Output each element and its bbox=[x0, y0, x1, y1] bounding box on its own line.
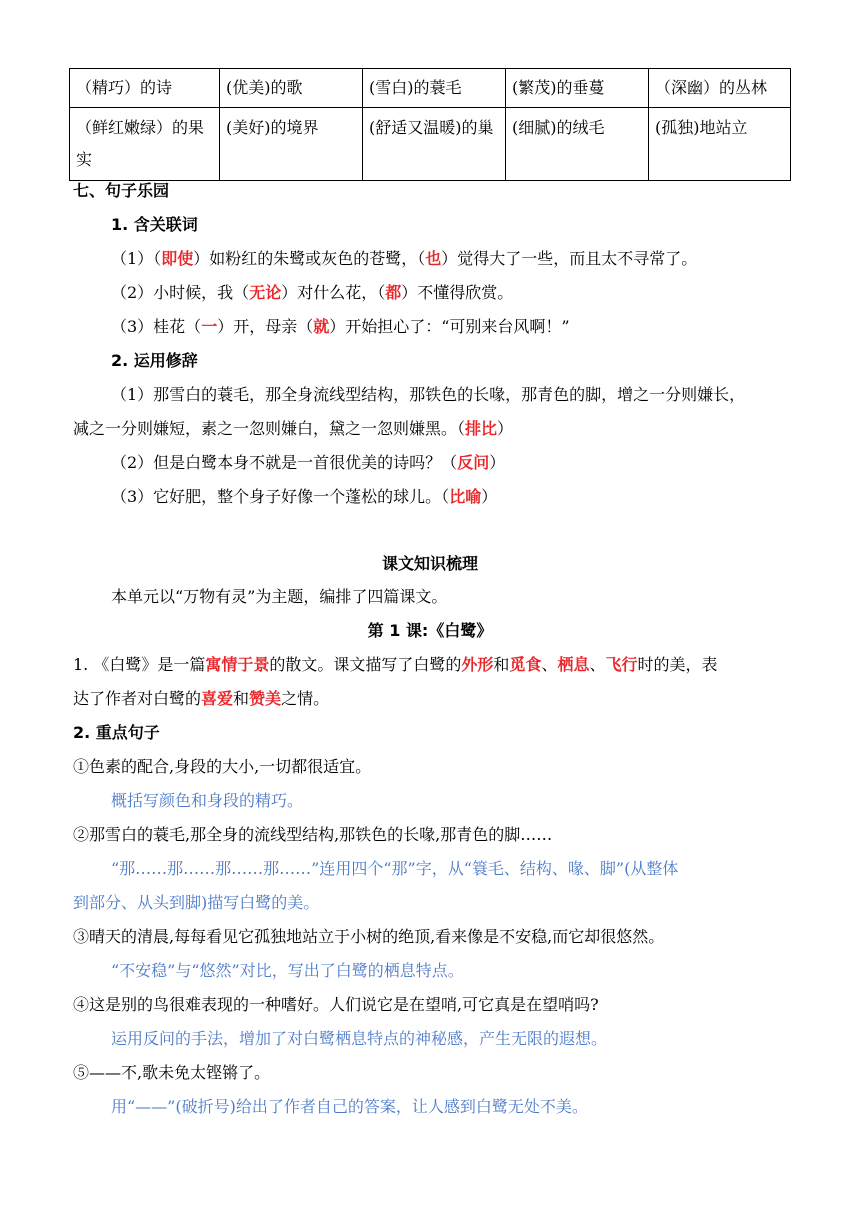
vocabulary-table bbox=[69, 68, 791, 181]
key-sentence: ②那雪白的蓑毛,那全身的流线型结构,那铁色的长喙,那青色的脚…… bbox=[73, 825, 553, 844]
table-cell: （鲜红嫩绿）的果实 bbox=[70, 108, 220, 181]
intro-text: 本单元以“万物有灵”为主题，编排了四篇课文。 bbox=[111, 587, 448, 606]
paragraph-line: 达了作者对白鹭的喜爱和赞美之情。 bbox=[73, 689, 330, 708]
sentence-note: “那……那……那……那……”连用四个“那”字，从“簑毛、结构、喙、脚”(从整体 bbox=[111, 859, 679, 878]
subsection-heading: 2. 运用修辞 bbox=[111, 351, 198, 370]
sentence-line: （2）小时候，我（无论）对什么花，（都）不懂得欣赏。 bbox=[111, 283, 514, 302]
subsection-heading: 1. 含关联词 bbox=[111, 215, 198, 234]
sentence-note: 概括写颜色和身段的精巧。 bbox=[111, 791, 304, 810]
sentence-note: 到部分、从头到脚)描写白鹭的美。 bbox=[73, 893, 320, 912]
sentence-line: （3）它好肥，整个身子好像一个蓬松的球儿。（比喻） bbox=[111, 487, 498, 506]
sentence-line: （1）那雪白的蓑毛，那全身流线型结构，那铁色的长喙，那青色的脚，增之一分则嫌长， bbox=[111, 385, 746, 404]
section-heading: 七、句子乐园 bbox=[73, 181, 170, 200]
subsection-heading: 2. 重点句子 bbox=[73, 723, 160, 742]
section-title: 课文知识梳理 bbox=[381, 554, 478, 573]
sentence-line: （1）（即使）如粉红的朱鹭或灰色的苍鹭，（也）觉得大了一些，而且太不寻常了。 bbox=[111, 249, 698, 268]
table-cell: (舒适又温暖)的巢 bbox=[363, 108, 506, 181]
table-cell: (细腻)的绒毛 bbox=[506, 108, 649, 181]
sentence-note: 用“——”(破折号)给出了作者自己的答案，让人感到白鹭无处不美。 bbox=[111, 1097, 588, 1116]
table-cell: （精巧）的诗 bbox=[70, 69, 220, 108]
key-sentence: ①色素的配合,身段的大小,一切都很适宜。 bbox=[73, 757, 372, 776]
lesson-title: 第 1 课:《白鹭》 bbox=[367, 621, 493, 640]
sentence-line: （3）桂花（一）开，母亲（就）开始担心了：“可别来台风啊！” bbox=[111, 317, 570, 336]
sentence-line: （2）但是白鹭本身不就是一首很优美的诗吗？（反问） bbox=[111, 453, 506, 472]
sentence-line: 减之一分则嫌短，素之一忽则嫌白，黛之一忽则嫌黑。（排比） bbox=[73, 419, 514, 438]
paragraph-line: 1. 《白鹭》是一篇寓情于景的散文。课文描写了白鹭的外形和觅食、栖息、飞行时的美，表 bbox=[73, 655, 718, 674]
table-cell: (雪白)的蓑毛 bbox=[363, 69, 506, 108]
table-cell: (孤独)地站立 bbox=[649, 108, 791, 181]
table-row bbox=[70, 108, 791, 181]
key-sentence: ⑤——不,歌未免太铿锵了。 bbox=[73, 1063, 271, 1082]
key-sentence: ③晴天的清晨,每每看见它孤独地站立于小树的绝顶,看来像是不安稳,而它却很悠然。 bbox=[73, 927, 665, 946]
table-row bbox=[70, 69, 791, 108]
table-cell: (繁茂)的垂蔓 bbox=[506, 69, 649, 108]
table-cell: （深幽）的丛林 bbox=[649, 69, 791, 108]
sentence-note: “不安稳”与“悠然”对比，写出了白鹭的栖息特点。 bbox=[111, 961, 464, 980]
table-cell: (优美)的歌 bbox=[220, 69, 363, 108]
key-sentence: ④这是别的鸟很难表现的一种嗜好。人们说它是在望哨,可它真是在望哨吗? bbox=[73, 995, 599, 1014]
sentence-note: 运用反问的手法，增加了对白鹭栖息特点的神秘感，产生无限的遐想。 bbox=[111, 1029, 608, 1048]
table-cell: (美好)的境界 bbox=[220, 108, 363, 181]
